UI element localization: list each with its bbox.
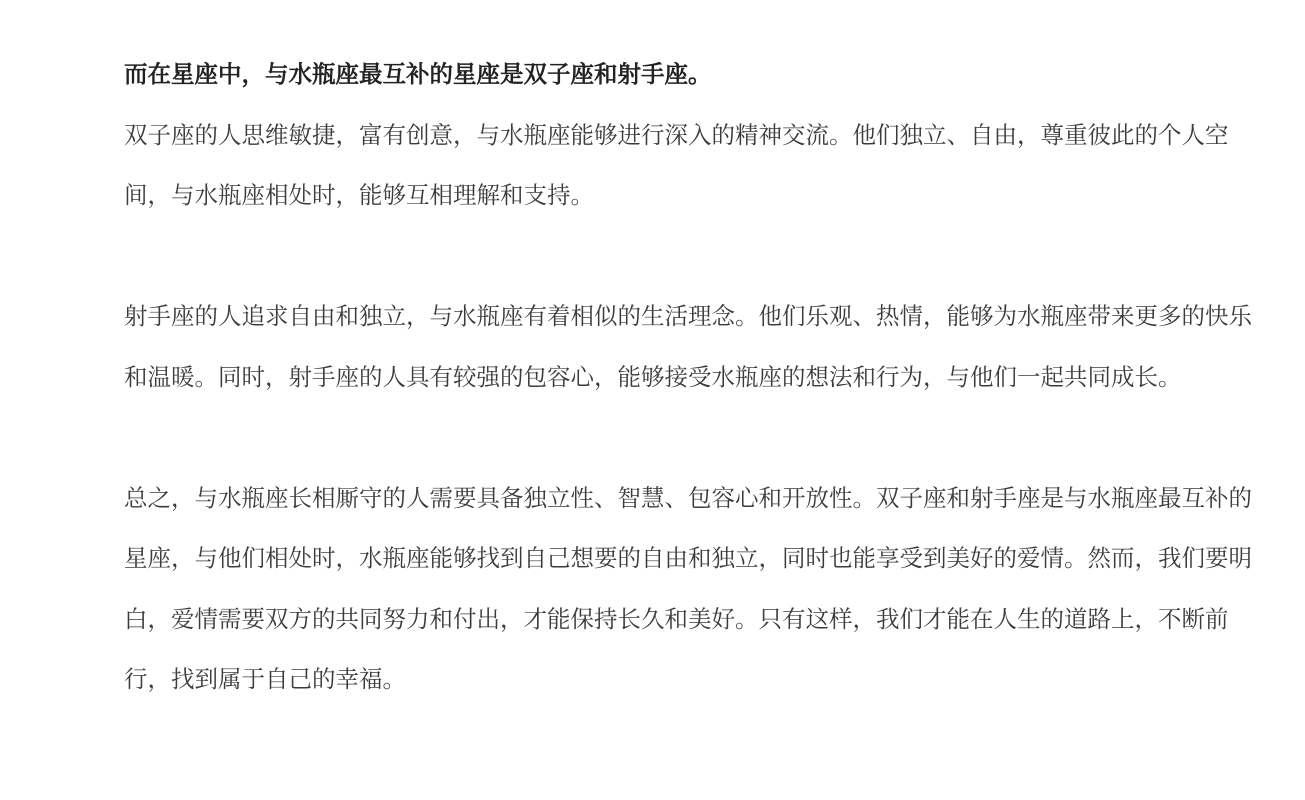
paragraph-conclusion: 总之，与水瓶座长相厮守的人需要具备独立性、智慧、包容心和开放性。双子座和射手座是与水瓶座最互补的星座，与他们相处时，水瓶座能够找到自己想要的自由和独立，同时也能享受到美好的爱情。然而，我们要明白，爱情需要双方的共同努力和付出，才能保持长久和美好。只有这样，我们才能在人生的道路上，不断前行，找到属于自己的幸福。 (124, 483, 1252, 693)
paragraph-spacer (124, 407, 1254, 468)
paragraph-spacer (124, 226, 1254, 287)
paragraph-gemini: 双子座的人思维敏捷，富有创意，与水瓶座能够进行深入的精神交流。他们独立、自由，尊重彼此的个人空间，与水瓶座相处时，能够互相理解和支持。 (124, 120, 1229, 209)
article-body (124, 44, 1254, 710)
paragraph-sagittarius: 射手座的人追求自由和独立，与水瓶座有着相似的生活理念。他们乐观、热情，能够为水瓶座带来更多的快乐和温暖。同时，射手座的人具有较强的包容心，能够接受水瓶座的想法和行为，与他们一起共同成长。 (124, 302, 1252, 391)
article-heading: 而在星座中，与水瓶座最互补的星座是双子座和射手座。 (124, 60, 712, 88)
